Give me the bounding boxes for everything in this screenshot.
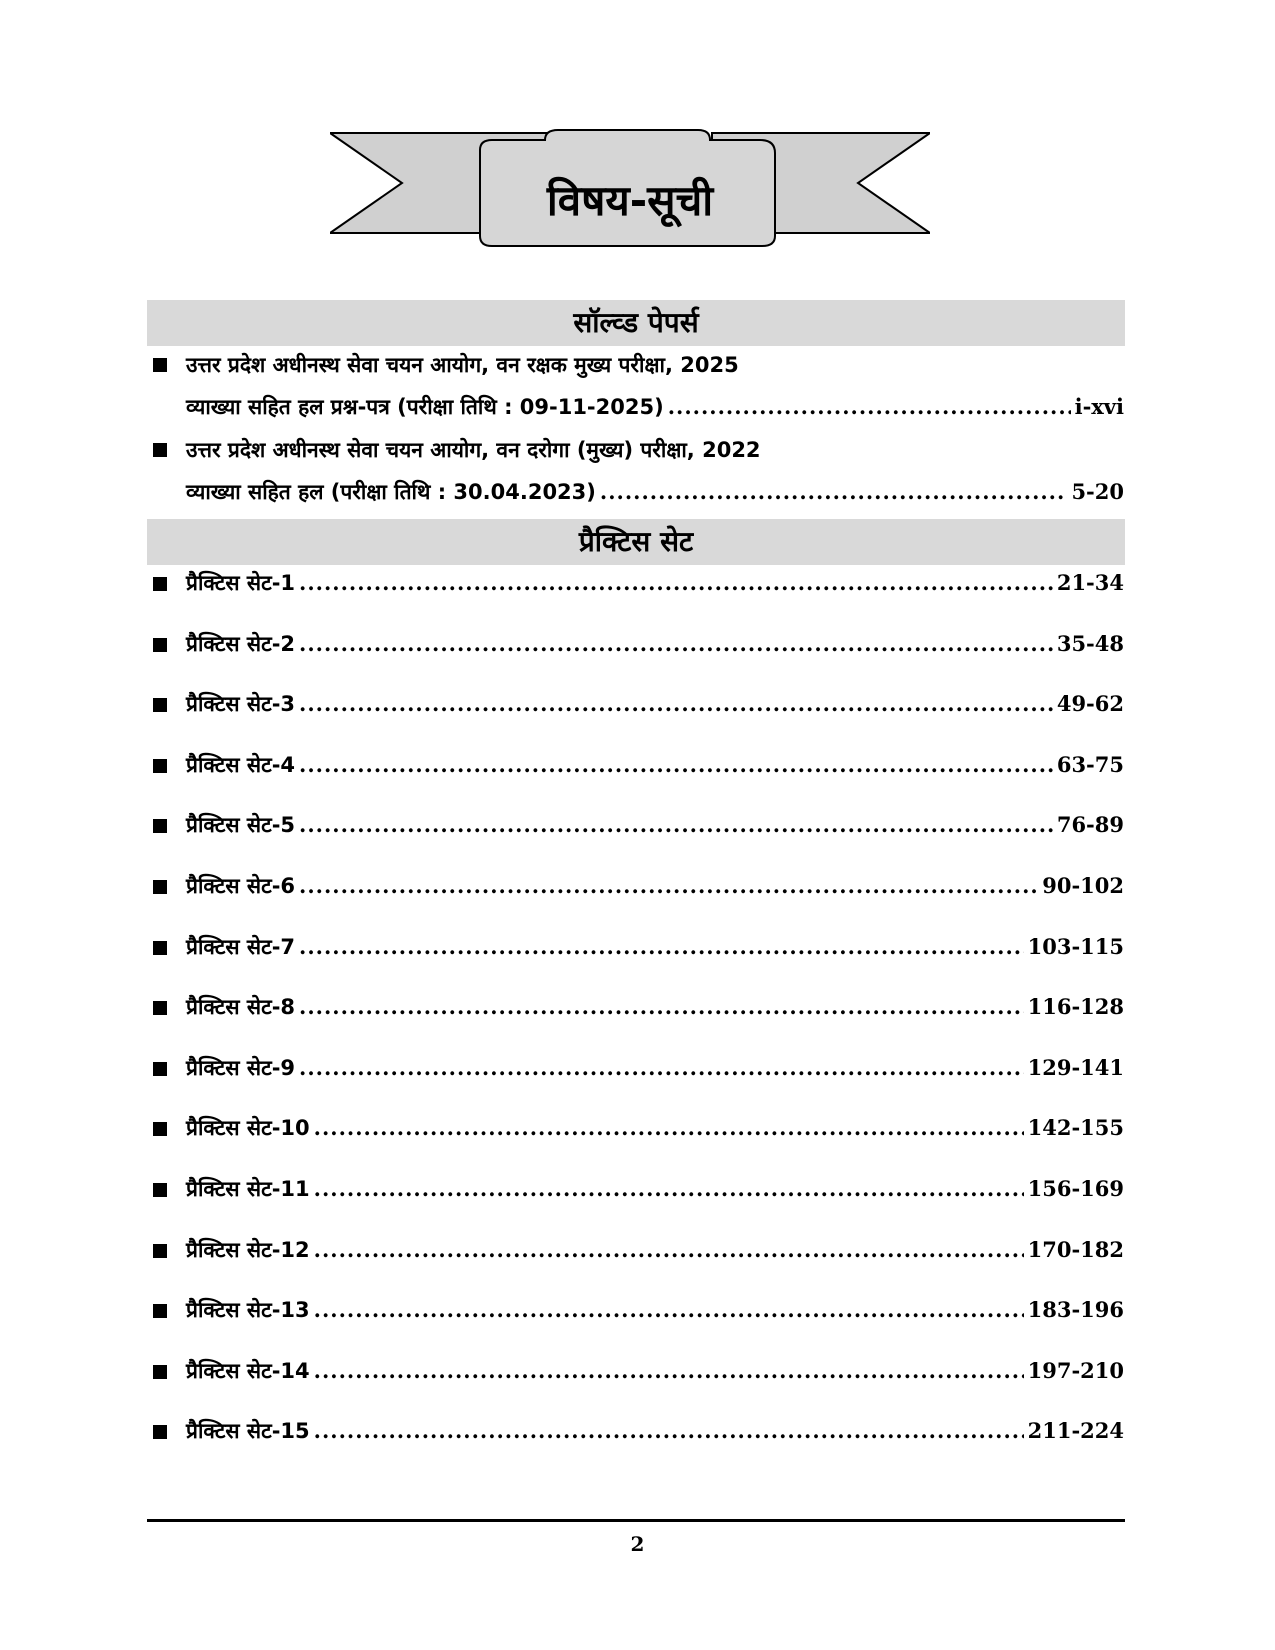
- bullet-square-icon: [153, 1183, 167, 1197]
- page-range: 142-155: [1027, 1115, 1124, 1140]
- bullet-square-icon: [153, 941, 167, 955]
- bullet-square-icon: [153, 698, 167, 712]
- toc-entry-label: प्रैक्टिस सेट-11: [186, 1177, 310, 1201]
- bullet-square-icon: [153, 1244, 167, 1258]
- bullet-square-icon: [153, 880, 167, 894]
- toc-entry-subtitle: व्याख्या सहित हल प्रश्न-पत्र (परीक्षा तिथि : 09-11-2025): [186, 395, 664, 419]
- page-range: 183-196: [1027, 1297, 1124, 1322]
- bullet-square-icon: [153, 358, 167, 372]
- toc-entry-practice-set[interactable]: [186, 1172, 1124, 1206]
- dot-leader: [299, 1051, 1024, 1085]
- page-range: 170-182: [1027, 1237, 1124, 1262]
- page-range: 63-75: [1056, 752, 1124, 777]
- toc-entry-practice-set[interactable]: [186, 1233, 1124, 1267]
- page-range: 49-62: [1056, 691, 1124, 716]
- page-range: 35-48: [1056, 631, 1124, 656]
- toc-entry-label: प्रैक्टिस सेट-7: [186, 935, 296, 959]
- bullet-square-icon: [153, 819, 167, 833]
- dot-leader: [600, 475, 1068, 509]
- bullet-square-icon: [153, 1425, 167, 1439]
- dot-leader: [299, 990, 1024, 1024]
- page-range: 76-89: [1056, 812, 1124, 837]
- toc-entry-title[interactable]: उत्तर प्रदेश अधीनस्थ सेवा चयन आयोग, वन रक्षक मुख्य परीक्षा, 2025: [186, 353, 739, 377]
- bullet-square-icon: [153, 1365, 167, 1379]
- bullet-square-icon: [153, 1304, 167, 1318]
- toc-entry-label: प्रैक्टिस सेट-13: [186, 1298, 310, 1322]
- page-range: 211-224: [1027, 1418, 1124, 1443]
- bullet-square-icon: [153, 759, 167, 773]
- bullet-square-icon: [153, 1001, 167, 1015]
- page-range: 156-169: [1027, 1176, 1124, 1201]
- page-range: 21-34: [1056, 570, 1124, 595]
- dot-leader: [668, 390, 1071, 424]
- dot-leader: [314, 1293, 1024, 1327]
- toc-entry-label: प्रैक्टिस सेट-2: [186, 632, 296, 656]
- toc-entry-label: प्रैक्टिस सेट-15: [186, 1419, 310, 1443]
- toc-entry-practice-set[interactable]: [186, 627, 1124, 661]
- dot-leader: [299, 869, 1038, 903]
- page-number: 2: [630, 1532, 645, 1556]
- toc-entry-title[interactable]: उत्तर प्रदेश अधीनस्थ सेवा चयन आयोग, वन दरोगा (मुख्य) परीक्षा, 2022: [186, 438, 761, 462]
- toc-entry-practice-set[interactable]: [186, 1051, 1124, 1085]
- toc-entry-practice-set[interactable]: [186, 687, 1124, 721]
- toc-entry-label: प्रैक्टिस सेट-3: [186, 692, 296, 716]
- bullet-square-icon: [153, 443, 167, 457]
- toc-entry-practice-set[interactable]: [186, 1354, 1124, 1388]
- toc-entry-practice-set[interactable]: [186, 1111, 1124, 1145]
- toc-entry-practice-set[interactable]: [186, 808, 1124, 842]
- toc-entry-subtitle: व्याख्या सहित हल (परीक्षा तिथि : 30.04.2023): [186, 480, 596, 504]
- toc-entry-practice-set[interactable]: [186, 748, 1124, 782]
- page-range: 129-141: [1027, 1055, 1124, 1080]
- footer-divider: [147, 1519, 1125, 1522]
- dot-leader: [299, 627, 1053, 661]
- toc-entry-practice-set[interactable]: [186, 1293, 1124, 1327]
- toc-entry-practice-set[interactable]: [186, 1414, 1124, 1448]
- bullet-square-icon: [153, 1062, 167, 1076]
- section-header-practice-sets: प्रैक्टिस सेट: [147, 519, 1125, 565]
- toc-entry-label: प्रैक्टिस सेट-9: [186, 1056, 296, 1080]
- toc-entry-practice-set[interactable]: [186, 990, 1124, 1024]
- toc-entry-practice-set[interactable]: [186, 930, 1124, 964]
- toc-entry[interactable]: [186, 390, 1124, 424]
- toc-entry-label: प्रैक्टिस सेट-14: [186, 1359, 310, 1383]
- page-range: 5-20: [1071, 479, 1124, 504]
- toc-entry-practice-set[interactable]: [186, 869, 1124, 903]
- toc-entry-label: प्रैक्टिस सेट-10: [186, 1116, 310, 1140]
- bullet-square-icon: [153, 638, 167, 652]
- section-header-solved-papers: सॉल्व्ड पेपर्स: [147, 300, 1125, 346]
- toc-entry-label: प्रैक्टिस सेट-1: [186, 571, 296, 595]
- toc-entry-label: प्रैक्टिस सेट-12: [186, 1238, 310, 1262]
- dot-leader: [299, 808, 1053, 842]
- toc-entry-label: प्रैक्टिस सेट-4: [186, 753, 296, 777]
- page-range: 116-128: [1027, 994, 1124, 1019]
- dot-leader: [314, 1233, 1024, 1267]
- toc-entry-label: प्रैक्टिस सेट-8: [186, 995, 296, 1019]
- page-range: 103-115: [1027, 934, 1124, 959]
- bullet-square-icon: [153, 1122, 167, 1136]
- toc-entry-label: प्रैक्टिस सेट-5: [186, 813, 296, 837]
- toc-entry[interactable]: [186, 475, 1124, 509]
- toc-entry-practice-set[interactable]: [186, 566, 1124, 600]
- dot-leader: [299, 748, 1053, 782]
- page-title: विषय-सूची: [546, 176, 714, 225]
- dot-leader: [299, 687, 1053, 721]
- dot-leader: [314, 1172, 1024, 1206]
- dot-leader: [314, 1414, 1024, 1448]
- toc-entry-label: प्रैक्टिस सेट-6: [186, 874, 296, 898]
- page-range: 197-210: [1027, 1358, 1124, 1383]
- dot-leader: [299, 566, 1053, 600]
- page-range: i-xvi: [1074, 394, 1124, 419]
- dot-leader: [299, 930, 1024, 964]
- bullet-square-icon: [153, 577, 167, 591]
- dot-leader: [314, 1354, 1024, 1388]
- dot-leader: [314, 1111, 1024, 1145]
- page-range: 90-102: [1042, 873, 1124, 898]
- title-banner: [330, 128, 930, 258]
